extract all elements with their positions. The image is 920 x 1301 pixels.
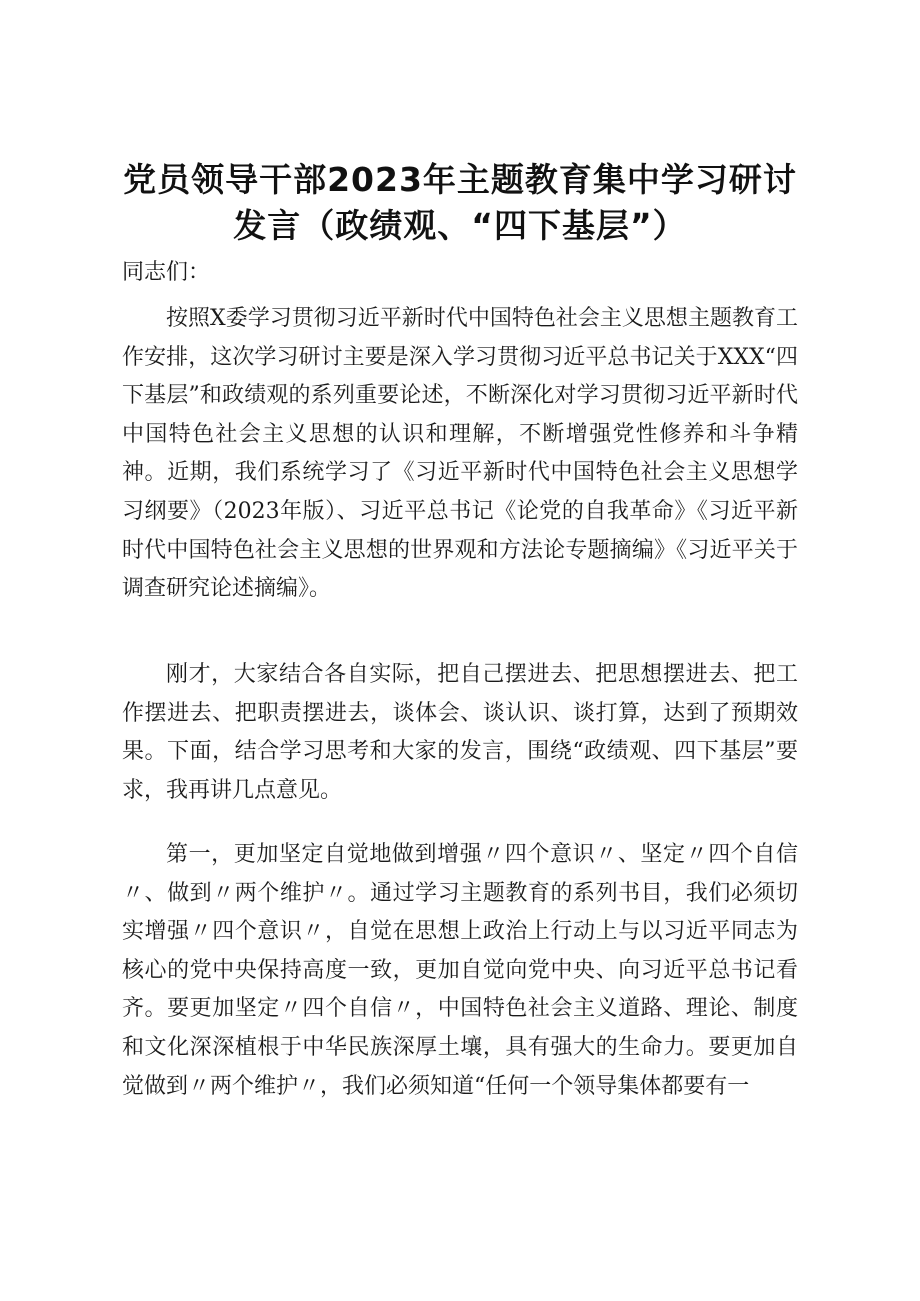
paragraph-2: 刚才，大家结合各自实际，把自己摆进去、把思想摆进去、把工作摆进去、把职责摆进去，谈体会、谈认识、谈打算，达到了预期效果。下面，结合学习思考和大家的发言，围绕“政绩观、四下基层”要求，我再讲几点意见。 — [122, 662, 798, 803]
paragraph-1: 按照X委学习贯彻习近平新时代中国特色社会主义思想主题教育工作安排，这次学习研讨主要是深入学习贯彻习近平总书记关于XXX“四下基层”和政绩观的系列重要论述，不断深化对学习贯彻习近平新时代中国特色社会主义思想的认识和理解，不断增强党性修养和斗争精神。近期，我们系统学习了《习近平新时代中国特色社会主义思想学习纲要》（2023年版）、习近平总书记《论党的自我革命》《习近平新时代中国特色社会主义思想的世界观和方法论专题摘编》《习近平关于调查研究论述摘编》。 — [122, 306, 798, 602]
salutation: 同志们： — [122, 260, 211, 285]
document-title-line-2: 发言（政绩观、“四下基层”） — [233, 206, 687, 245]
document-title-line-1: 党员领导干部2023年主题教育集中学习研讨 — [123, 160, 797, 199]
paragraph-3: 第一，更加坚定自觉地做到增强〃四个意识〃、坚定〃四个自信〃、做到〃两个维护〃。通过学习主题教育的系列书目，我们必须切实增强〃四个意识〃，自觉在思想上政治上行动上与以习近平同志为核心的党中央保持高度一致，更加自觉向党中央、向习近平总书记看齐。要更加坚定〃四个自信〃，中国特色社会主义道路、理论、制度和文化深深植根于中华民族深厚土壤，具有强大的生命力。要更加自觉做到〃两个维护〃，我们必须知道“任何一个领导集体都要有一 — [122, 842, 798, 1099]
